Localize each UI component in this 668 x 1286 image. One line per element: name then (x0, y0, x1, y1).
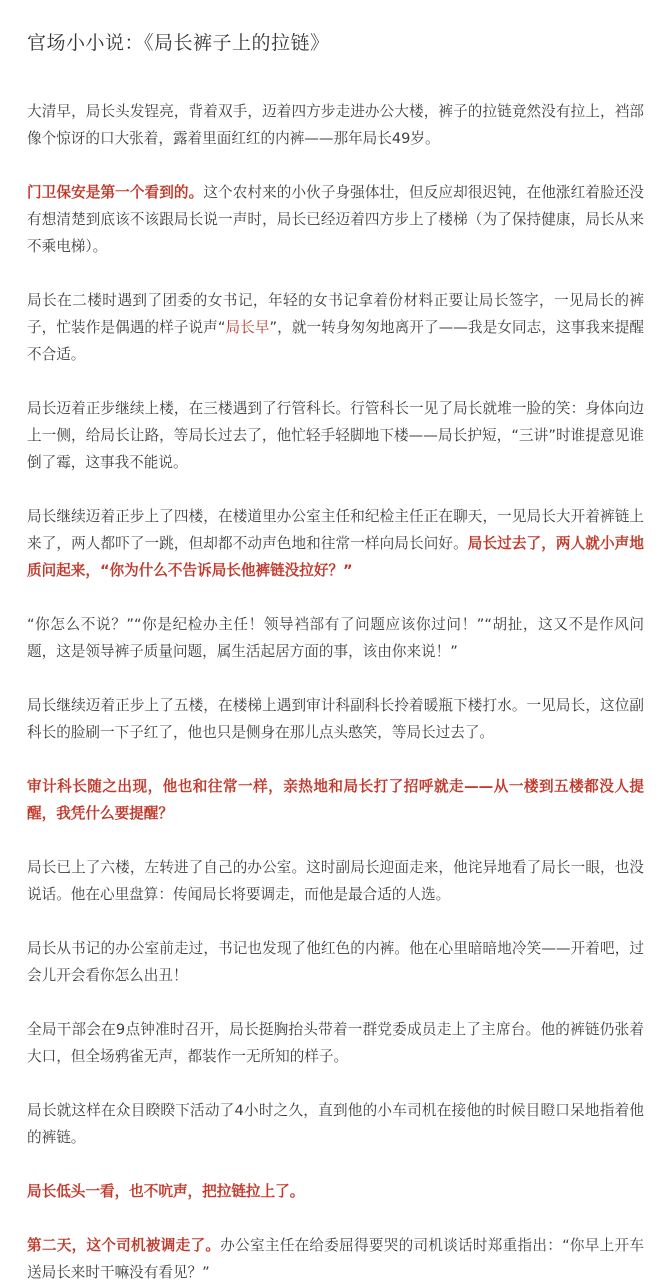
paragraph-12 (27, 1097, 644, 1151)
paragraph-text: 局长在二楼时遇到了团委的女书记，年轻的女书记拿着份材料正要让局长签字，一见局长的裤子，忙装作是偶遇的样子说声“ (27, 292, 644, 336)
paragraph-2 (27, 179, 644, 260)
paragraph-13 (27, 1178, 644, 1205)
highlighted-text: 审计科长随之出现，他也和往常一样，亲热地和局长打了招呼就走——从一楼到五楼都没人提醒，我凭什么要提醒？ (27, 778, 644, 822)
paragraph-text: 局长继续迈着正步上了四楼，在楼道里办公室主任和纪检主任正在聊天，一见局长大开着裤链上来了，两人都吓了一跳，但却都不动声色地和往常一样向局长问好。 (27, 508, 644, 552)
paragraph-text: 局长从书记的办公室前走过，书记也发现了他红色的内裤。他在心里暗暗地冷笑——开着吧，过会儿开会看你怎么出丑！ (27, 940, 644, 984)
highlighted-text: 局长低头一看，也不吭声，把拉链拉上了。 (27, 1183, 305, 1200)
paragraph-7 (27, 692, 644, 746)
paragraph-text: 局长继续迈着正步上了五楼，在楼梯上遇到审计科副科长拎着暖瓶下楼打水。一见局长，这位副科长的脸刷一下子红了，他也只是侧身在那儿点头憨笑，等局长过去了。 (27, 697, 644, 741)
paragraph-3 (27, 287, 644, 368)
paragraph-11 (27, 1016, 644, 1070)
paragraph-5 (27, 503, 644, 584)
highlighted-text: 局长过去了，两人就小声地质问起来，“你为什么不告诉局长他裤链没拉好？” (27, 535, 644, 579)
paragraph-14 (27, 1232, 644, 1286)
paragraph-9 (27, 854, 644, 908)
highlighted-text: 第二天，这个司机被调走了。 (27, 1237, 221, 1254)
paragraph-text: ”，就一转身匆匆地离开了——我是女同志，这事我来提醒不合适。 (27, 319, 644, 363)
paragraph-text: 办公室主任在给委屈得要哭的司机谈话时郑重指出：“你早上开车送局长来时干嘛没有看见？” (27, 1237, 644, 1281)
highlighted-text: 局长早 (225, 319, 270, 336)
paragraph-10 (27, 935, 644, 989)
article-title: 官场小小说：《局长裤子上的拉链》 (27, 32, 330, 54)
paragraph-4 (27, 395, 644, 476)
paragraph-text: 局长就这样在众目睽睽下活动了4小时之久，直到他的小车司机在接他的时候目瞪口呆地指着他的裤链。 (27, 1102, 644, 1146)
paragraph-text: 全局干部会在9点钟准时召开，局长挺胸抬头带着一群党委成员走上了主席台。他的裤链仍张着大口，但全场鸦雀无声，都装作一无所知的样子。 (27, 1021, 644, 1065)
paragraph-text: 局长迈着正步继续上楼，在三楼遇到了行管科长。行管科长一见了局长就堆一脸的笑：身体向边上一侧，给局长让路，等局长过去了，他忙轻手轻脚地下楼——局长护短，“三讲”时谁提意见谁倒了霉，这事我不能说。 (27, 400, 644, 471)
paragraph-text: 局长已上了六楼，左转进了自己的办公室。这时副局长迎面走来，他诧异地看了局长一眼，也没说话。他在心里盘算：传闻局长将要调走，而他是最合适的人选。 (27, 859, 644, 903)
paragraph-6 (27, 611, 644, 665)
paragraph-8 (27, 773, 644, 827)
paragraph-text: “你怎么不说？”“你是纪检办主任！领导裆部有了问题应该你过问！”“胡扯，这又不是作风问题，这是领导裤子质量问题，属生活起居方面的事，该由你来说！” (27, 616, 644, 660)
highlighted-text: 门卫保安是第一个看到的。 (27, 184, 204, 201)
paragraph-text: 大清早，局长头发锃亮，背着双手，迈着四方步走进办公大楼，裤子的拉链竟然没有拉上，裆部像个惊讶的口大张着，露着里面红红的内裤——那年局长49岁。 (27, 103, 644, 147)
paragraph-1 (27, 98, 644, 152)
paragraph-text: 这个农村来的小伙子身强体壮，但反应却很迟钝，在他涨红着脸还没有想清楚到底该不该跟局长说一声时，局长已经迈着四方步上了楼梯（为了保持健康，局长从来不乘电梯）。 (27, 184, 644, 255)
